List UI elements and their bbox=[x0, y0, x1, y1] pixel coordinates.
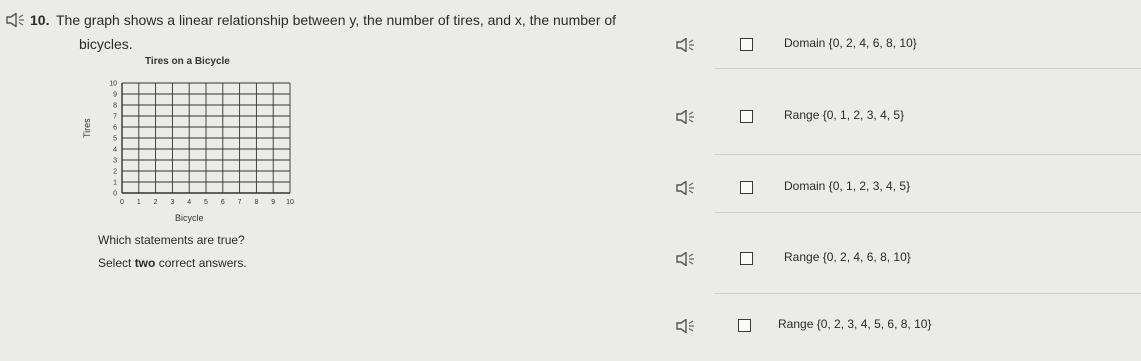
y-tick-label: 2 bbox=[113, 168, 117, 176]
option-label: Range {0, 1, 2, 3, 4, 5} bbox=[784, 108, 905, 122]
option-checkbox[interactable] bbox=[740, 252, 753, 265]
y-tick-label: 3 bbox=[113, 157, 117, 165]
answer-option-5[interactable] bbox=[730, 314, 932, 336]
question-text-continued: bicycles. bbox=[79, 36, 133, 52]
x-tick-label: 4 bbox=[187, 199, 192, 206]
y-tick-label: 7 bbox=[113, 113, 117, 121]
divider bbox=[715, 212, 1141, 213]
speaker-icon[interactable] bbox=[6, 13, 26, 27]
speaker-icon[interactable] bbox=[676, 252, 696, 266]
y-tick-label: 1 bbox=[113, 179, 117, 187]
graph-y-axis-label: Tires bbox=[82, 118, 92, 138]
speaker-icon[interactable] bbox=[676, 319, 696, 333]
graph-grid bbox=[100, 70, 300, 210]
divider bbox=[715, 293, 1141, 294]
instruction-text: Select two correct answers. bbox=[98, 256, 247, 270]
y-tick-label: 5 bbox=[113, 135, 117, 143]
y-tick-label: 9 bbox=[113, 91, 117, 99]
x-tick-label: 5 bbox=[204, 199, 208, 206]
question-number: 10. bbox=[30, 12, 50, 28]
speaker-icon[interactable] bbox=[676, 38, 696, 52]
option-checkbox[interactable] bbox=[740, 38, 753, 51]
option-checkbox[interactable] bbox=[738, 319, 751, 332]
graph-x-axis-label: Bicycle bbox=[175, 213, 204, 223]
x-tick-label: 2 bbox=[153, 199, 158, 206]
option-label: Range {0, 2, 3, 4, 5, 6, 8, 10} bbox=[778, 317, 932, 331]
option-checkbox[interactable] bbox=[740, 110, 753, 123]
x-tick-label: 1 bbox=[136, 199, 141, 206]
y-tick-label: 10 bbox=[109, 80, 117, 88]
speaker-icon[interactable] bbox=[676, 110, 696, 124]
prompt-text: Which statements are true? bbox=[98, 233, 245, 247]
divider bbox=[715, 154, 1141, 155]
option-checkbox[interactable] bbox=[740, 181, 753, 194]
y-tick-label: 0 bbox=[113, 190, 117, 198]
answer-option-1[interactable] bbox=[730, 33, 917, 55]
x-tick-label: 10 bbox=[286, 199, 294, 206]
answer-option-2[interactable] bbox=[730, 105, 905, 127]
speaker-icon[interactable] bbox=[676, 181, 696, 195]
answer-option-3[interactable] bbox=[730, 176, 911, 198]
x-tick-label: 8 bbox=[254, 199, 259, 206]
option-label: Domain {0, 2, 4, 6, 8, 10} bbox=[784, 36, 917, 50]
answer-option-4[interactable] bbox=[730, 247, 911, 269]
divider bbox=[715, 68, 1141, 69]
x-tick-label: 6 bbox=[220, 199, 225, 206]
graph-title: Tires on a Bicycle bbox=[145, 56, 230, 67]
y-tick-label: 6 bbox=[113, 124, 117, 132]
question-text: The graph shows a linear relationship between y, the number of tires, and x, the number of bbox=[56, 12, 617, 28]
y-tick-label: 8 bbox=[113, 102, 117, 110]
y-tick-label: 4 bbox=[113, 146, 117, 154]
option-label: Domain {0, 1, 2, 3, 4, 5} bbox=[784, 179, 911, 193]
x-tick-label: 0 bbox=[120, 199, 124, 206]
x-tick-label: 7 bbox=[237, 199, 242, 206]
x-tick-label: 9 bbox=[271, 199, 276, 206]
option-label: Range {0, 2, 4, 6, 8, 10} bbox=[784, 250, 911, 264]
x-tick-label: 3 bbox=[170, 199, 175, 206]
